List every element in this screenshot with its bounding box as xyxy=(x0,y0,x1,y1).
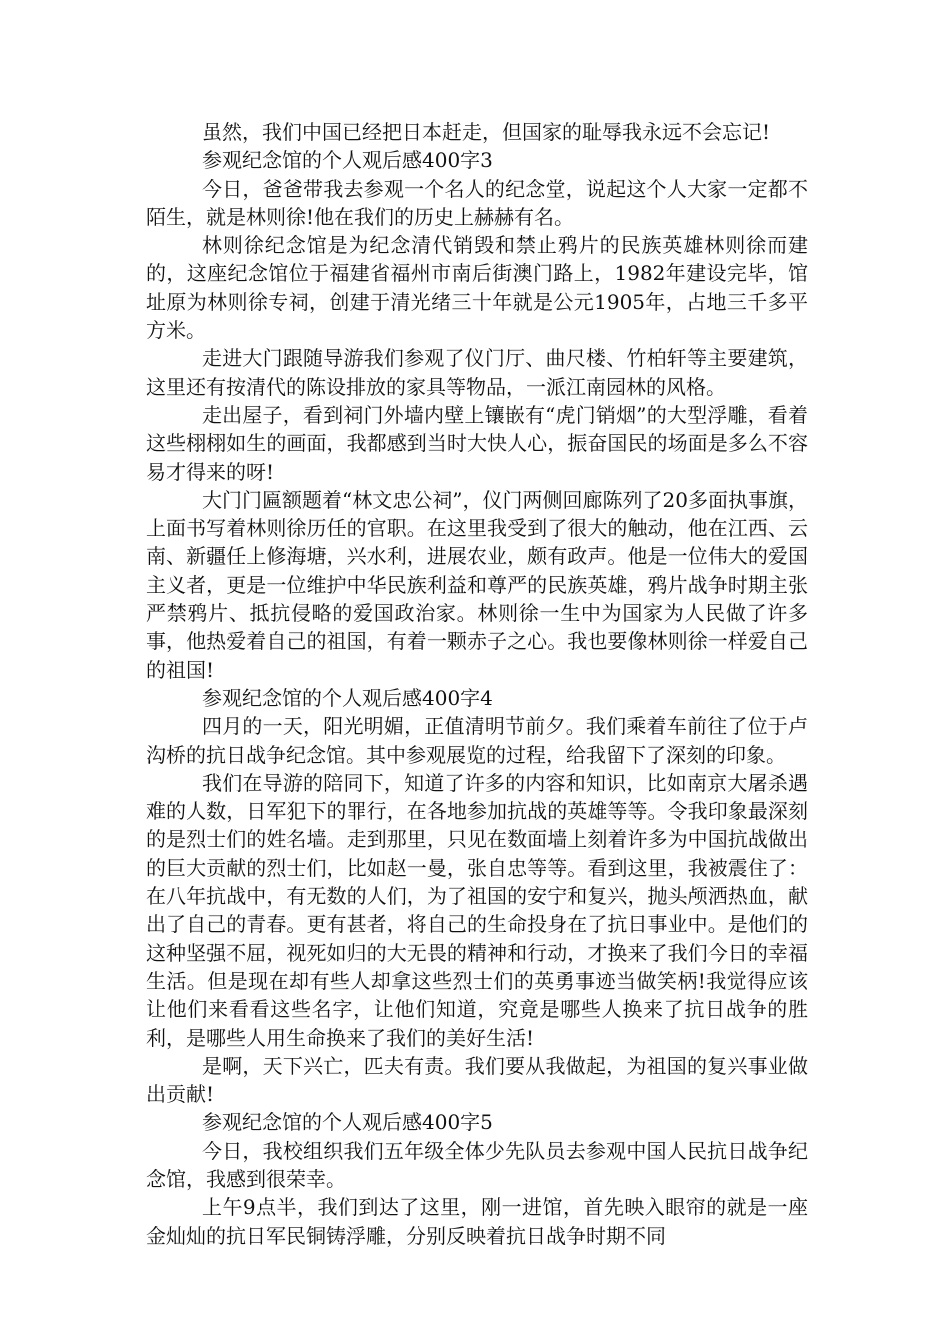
document-page xyxy=(146,118,808,1250)
paragraph: 走出屋子，看到祠门外墙内壁上镶嵌有“虎门销烟”的大型浮雕，看着这些栩栩如生的画面，我都感到当时大快人心，振奋国民的场面是多么不容易才得来的呀! xyxy=(146,402,808,484)
paragraph: 是啊，天下兴亡，匹夫有责。我们要从我做起，为祖国的复兴事业做出贡献! xyxy=(146,1053,808,1107)
paragraph: 虽然，我们中国已经把日本赶走，但国家的耻辱我永远不会忘记! xyxy=(202,120,771,144)
paragraph: 我们在导游的陪同下，知道了许多的内容和知识，比如南京大屠杀遇难的人数，日军犯下的罪行，在各地参加抗战的英雄等等。令我印象最深刻的是烈士们的姓名墙。走到那里，只见在数面墙上刻着许多为中国抗战做出的巨大贡献的烈士们，比如赵一曼，张自忠等等。看到这里，我被震住了：在八年抗战中，有无数的人们，为了祖国的安宁和复兴，抛头颅洒热血，献出了自己的青春。更有甚者，将自己的生命投身在了抗日事业中。是他们的这种坚强不屈，视死如归的大无畏的精神和行动，才换来了我们今日的幸福生活。但是现在却有些人却拿这些烈士们的英勇事迹当做笑柄!我觉得应该让他们来看看这些名字，让他们知道，究竟是哪些人换来了抗日战争的胜利，是哪些人用生命换来了我们的美好生活! xyxy=(146,770,808,1050)
paragraph: 今日，爸爸带我去参观一个名人的纪念堂，说起这个人大家一定都不陌生，就是林则徐!他在我们的历史上赫赫有名。 xyxy=(146,176,808,229)
section-heading: 参观纪念馆的个人观后感400字3 xyxy=(202,148,493,173)
paragraph: 大门门匾额题着“林文忠公祠”，仪门两侧回廊陈列了20多面执事旗，上面书写着林则徐历任的官职。在这里我受到了很大的触动，他在江西、云南、新疆任上修海塘，兴水利，进展农业，颇有政声。他是一位伟大的爱国主义者，更是一位维护中华民族利益和尊严的民族英雄，鸦片战争时期主张严禁鸦片、抵抗侵略的爱国政治家。林则徐一生中为国家为人民做了许多事，他热爱着自己的祖国，有着一颗赤子之心。我也要像林则徐一样爱自己的祖国! xyxy=(146,487,808,682)
paragraph: 今日，我校组织我们五年级全体少先队员去参观中国人民抗日战争纪念馆，我感到很荣幸。 xyxy=(146,1138,808,1191)
paragraph: 四月的一天，阳光明媚，正值清明节前夕。我们乘着车前往了位于卢沟桥的抗日战争纪念馆。其中参观展览的过程，给我留下了深刻的印象。 xyxy=(146,714,808,767)
paragraph: 上午9点半，我们到达了这里，刚一进馆，首先映入眼帘的就是一座金灿灿的抗日军民铜铸浮雕，分别反映着抗日战争时期不同 xyxy=(146,1195,808,1248)
section-heading: 参观纪念馆的个人观后感400字5 xyxy=(202,1110,493,1135)
section-heading: 参观纪念馆的个人观后感400字4 xyxy=(202,685,493,710)
paragraph: 走进大门跟随导游我们参观了仪门厅、曲尺楼、竹柏轩等主要建筑，这里还有按清代的陈设排放的家具等物品，一派江南园林的风格。 xyxy=(146,346,808,399)
paragraph: 林则徐纪念馆是为纪念清代销毁和禁止鸦片的民族英雄林则徐而建的，这座纪念馆位于福建省福州市南后街澳门路上，1982年建设完毕，馆址原为林则徐专祠，创建于清光绪三十年就是公元1905年，占地三千多平方米。 xyxy=(146,233,808,343)
